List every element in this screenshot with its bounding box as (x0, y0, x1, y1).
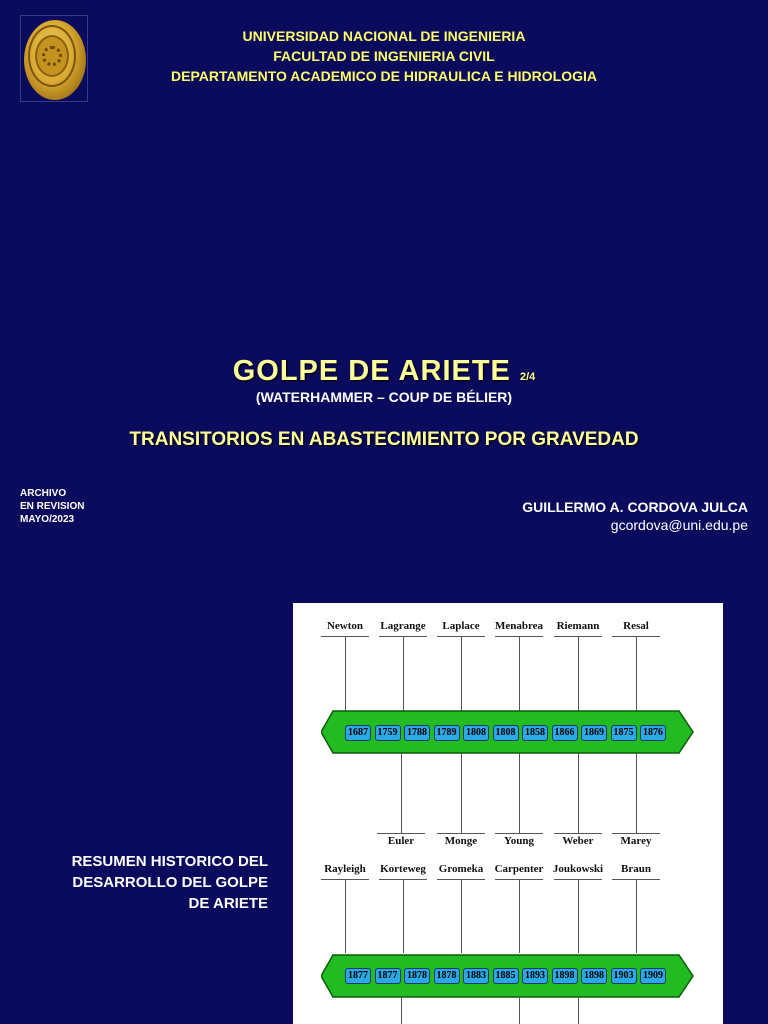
year-box: 1878 (404, 968, 430, 984)
archive-line-1: ARCHIVO (20, 488, 67, 499)
connector-line (519, 996, 520, 1024)
timeline1-bottom-name: Monge (444, 835, 478, 847)
timeline1-bottom-name: Young (504, 835, 534, 847)
name-underline (612, 833, 660, 834)
connector-line (578, 880, 579, 953)
university-name: UNIVERSIDAD NACIONAL DE INGENIERIA (242, 28, 526, 44)
connector-line (401, 996, 402, 1024)
year-box: 1898 (581, 968, 607, 984)
year-box: 1869 (581, 725, 607, 741)
year-box: 1877 (345, 968, 371, 984)
timeline1-bottom-name: Weber (562, 835, 594, 847)
connector-line (636, 637, 637, 713)
connector-line (345, 637, 346, 713)
connector-line (461, 753, 462, 833)
year-box: 1885 (493, 968, 519, 984)
timeline1-bottom-name: Marey (620, 835, 652, 847)
timeline1-top-name: Laplace (442, 620, 480, 632)
timeline1-top-name: Newton (326, 620, 364, 632)
connector-line (461, 637, 462, 713)
name-underline (437, 833, 485, 834)
main-title (0, 355, 768, 388)
title-block (0, 355, 768, 451)
caption-line-2: DESARROLLO DEL GOLPE (72, 874, 268, 891)
year-box: 1893 (522, 968, 548, 984)
year-box: 1858 (522, 725, 548, 741)
year-box: 1789 (434, 725, 460, 741)
timeline2-top-name: Gromeka (438, 863, 484, 875)
main-title-text: GOLPE DE ARIETE (232, 355, 511, 387)
timeline1-top-name: Menabrea (494, 620, 544, 632)
year-box: 1808 (463, 725, 489, 741)
archive-line-3: MAYO/2023 (20, 514, 75, 525)
year-box: 1875 (611, 725, 637, 741)
archive-line-2: EN REVISION (20, 501, 85, 512)
connector-line (519, 753, 520, 833)
faculty-name: FACULTAD DE INGENIERIA CIVIL (273, 48, 495, 64)
topic-heading: TRANSITORIOS EN ABASTECIMIENTO POR GRAVEDAD (129, 429, 639, 450)
connector-line (519, 637, 520, 713)
author-block (522, 499, 748, 533)
year-box: 1788 (404, 725, 430, 741)
year-box: 1903 (611, 968, 637, 984)
timeline1-bottom-name: Euler (387, 835, 415, 847)
year-box: 1687 (345, 725, 371, 741)
year-box: 1876 (640, 725, 666, 741)
year-box: 1898 (552, 968, 578, 984)
author-name: GUILLERMO A. CORDOVA JULCA (522, 499, 748, 515)
caption-line-1: RESUMEN HISTORICO DEL (71, 853, 268, 870)
author-email: gcordova@uni.edu.pe (610, 517, 748, 533)
timeline2-top-name: Joukowski (552, 863, 604, 875)
connector-line (403, 880, 404, 953)
year-box: 1878 (434, 968, 460, 984)
connector-line (461, 880, 462, 953)
section-caption (28, 851, 268, 914)
year-box: 1759 (375, 725, 401, 741)
institution-header (0, 26, 768, 86)
timeline2-top-name: Braun (621, 863, 651, 875)
department-name: DEPARTAMENTO ACADEMICO DE HIDRAULICA E HIDROLOGIA (171, 68, 597, 84)
part-indicator: 2/4 (519, 371, 536, 383)
name-underline (554, 833, 602, 834)
name-underline (377, 833, 425, 834)
year-box: 1909 (640, 968, 666, 984)
caption-line-3: DE ARIETE (188, 895, 268, 912)
connector-line (636, 880, 637, 953)
history-timeline-figure (293, 603, 723, 1024)
timeline1-top-name: Riemann (556, 620, 600, 632)
timeline2-top-name: Korteweg (380, 863, 426, 875)
connector-line (403, 637, 404, 713)
connector-line (401, 753, 402, 833)
connector-line (519, 880, 520, 953)
name-underline (495, 833, 543, 834)
connector-line (636, 753, 637, 833)
year-box: 1883 (463, 968, 489, 984)
connector-line (578, 637, 579, 713)
connector-line (578, 753, 579, 833)
timeline2-top-name: Rayleigh (324, 863, 366, 875)
year-box: 1808 (493, 725, 519, 741)
connector-line (345, 880, 346, 953)
timeline1-top-name: Resal (623, 620, 649, 632)
timeline2-top-name: Carpenter (494, 863, 544, 875)
year-box: 1877 (375, 968, 401, 984)
archive-note (20, 487, 84, 526)
subtitle: (WATERHAMMER – COUP DE BÉLIER) (255, 389, 513, 405)
year-box: 1866 (552, 725, 578, 741)
timeline1-top-name: Lagrange (380, 620, 426, 632)
connector-line (578, 996, 579, 1024)
